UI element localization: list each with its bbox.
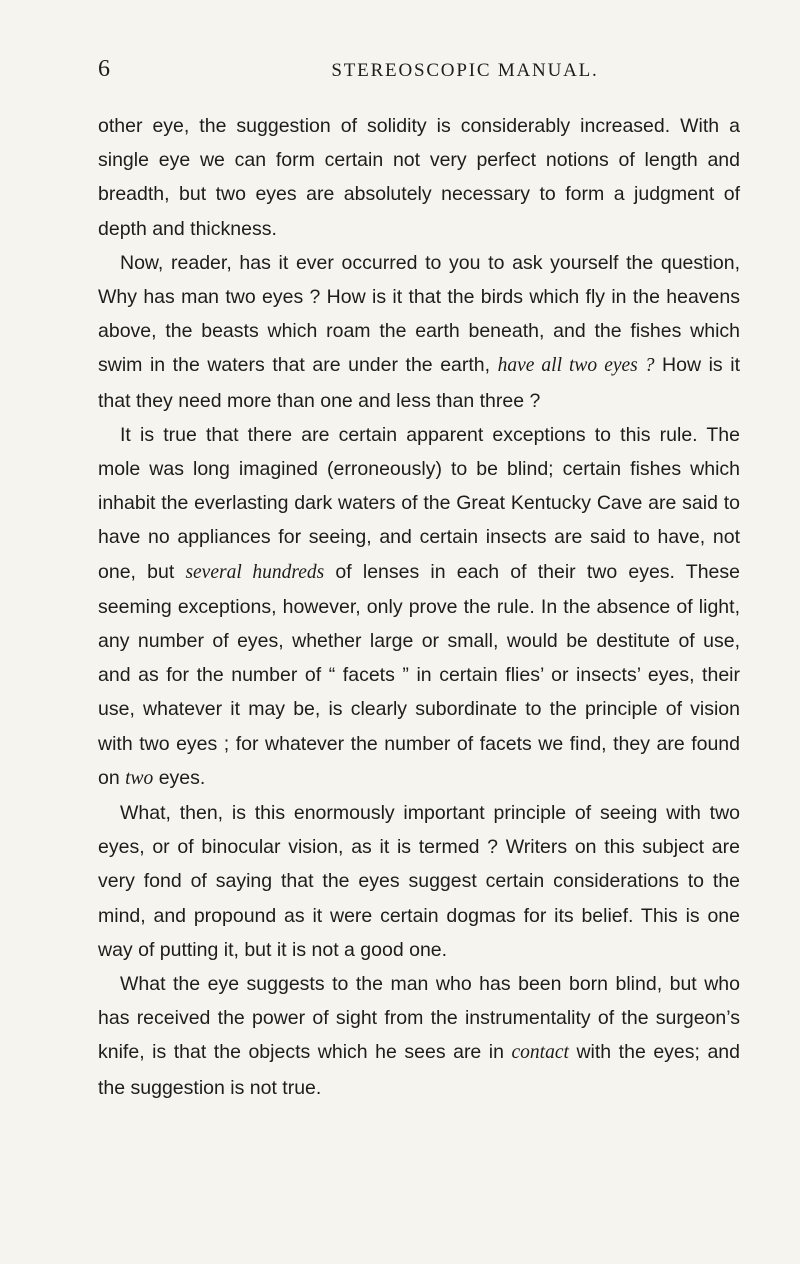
text-run: Now, reader, has it ever occurred to you to ask yourself the question, Why has man two eyes ? How is it that the birds which fly in the heavens above, the beasts which roam the earth beneath, and the fishes which swim in the waters that are under the earth,: [98, 251, 740, 377]
paragraph: [98, 418, 740, 796]
text-run: of lenses in each of their two eyes. These seeming exceptions, however, only prove the rule. In the absence of light, any number of eyes, whether large or small, would be destitute of use, and as for the number of “ facets ” in certain flies’ or insects’ eyes, their use, whatever it may be, is clearly subordinate to the principle of vision with two eyes ; for whatever the number of facets we find, they are found on: [98, 560, 740, 789]
paragraph: [98, 246, 740, 418]
running-head: STEREOSCOPIC MANUAL.: [331, 60, 599, 81]
body-text: [98, 109, 740, 1105]
text-run: with the eyes; and the suggestion is not true.: [98, 1041, 740, 1099]
paragraph: [98, 796, 740, 967]
text-run: other eye, the suggestion of solidity is considerably increased. With a single eye we can form certain not very perfect notions of length and breadth, but two eyes are absolutely necessary to form a judgment of depth and thickness.: [98, 115, 740, 240]
italic-text-run: two: [125, 767, 154, 789]
page-header: [98, 56, 742, 86]
text-run: eyes.: [153, 766, 206, 789]
italic-text-run: contact: [511, 1042, 569, 1064]
page-number: 6: [98, 56, 110, 82]
text-run: What the eye suggests to the man who has been born blind, but who has received the power of sight from the instrumentality of the surgeon’s knife, is that the objects which he sees are in: [98, 973, 740, 1064]
paragraph: [98, 109, 740, 246]
text-run: What, then, is this enormously important principle of seeing with two eyes, or of binocular vision, as it is termed ? Writers on this subject are very fond of saying that the eyes suggest certain considerations to the mind, and propound as it were certain dogmas for its belief. This is one way of putting it, but it is not a good one.: [98, 802, 740, 961]
paragraph: [98, 967, 740, 1105]
italic-text-run: several hundreds: [185, 561, 325, 583]
italic-text-run: have all two eyes ?: [497, 355, 655, 377]
text-run: How is it that they need more than one and less than three ?: [98, 354, 740, 412]
text-run: It is true that there are certain apparent exceptions to this rule. The mole was long imagined (erroneously) to be blind; certain fishes which inhabit the everlasting dark waters of the Great Kentucky Cave are said to have no appliances for seeing, and certain insects are said to have, not one, but: [98, 423, 740, 583]
